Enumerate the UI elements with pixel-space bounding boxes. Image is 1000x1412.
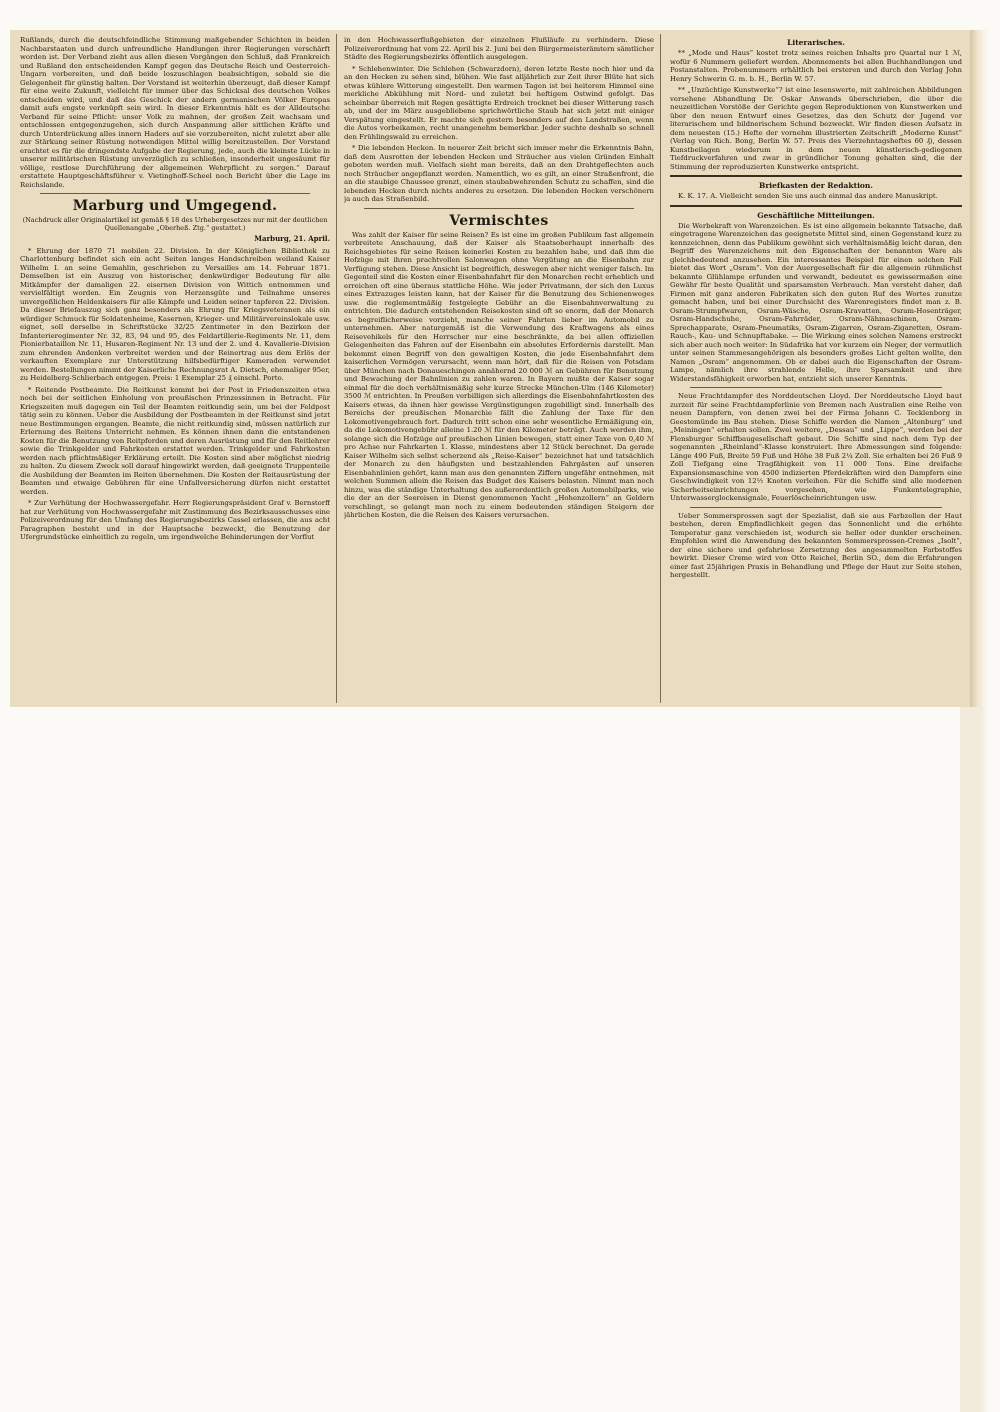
article-reitende-postbeamte: * Reitende Postbeamte. Die Reitkunst kommt bei der Post in Friedenszeiten etwa noch bei der seitlichen Einholung von preußischen Prinzessinnen in Betracht. Für Kriegszeiten muß dagegen ein Teil der Beamten reitkundig sein, um bei der Feldpost tätig sein zu können. Ueber die Ausbildung der Postbeamten in der Reitkunst sind jetzt neue Bestimmungen ergangen. Beamte, die nicht reitkundig sind, müssen natürlich zur Erlernung des Reitens Unterricht nehmen. Es können ihnen dann die entstandenen Kosten für die Benutzung von Reitpferden und deren Ausrüstung und für den Reitlehrer sowie die Trinkgelder und Fahrkosten erstattet werden. Trinkgelder und Fahrkosten werden nach pflichtmäßiger Erklärung erteilt. Die Kosten sind aber möglichst niedrig zu halten. Zu diesem Zweck soll darauf hingewirkt werden, daß geeignete Truppenteile die Ausbildung der Beamten im Reiten übernehmen. Die Kosten der Reitausrüstung der Beamten und etwaige Gebühren für eine Unfallversicherung dürfen nicht erstattet werden. (20, 385, 330, 496)
section-heading-briefkasten: Briefkasten der Redaktion. (759, 181, 873, 190)
column-right (670, 36, 962, 583)
article-unzuechtige-kunstwerke: ** „Unzüchtige Kunstwerke“? ist eine lesenswerte, mit zahlreichen Abbildungen versehene Abhandlung Dr. Oskar Anwands überschrieben, die über die neuzeitlichen Vorstöße der Gerichte gegen Reproduktionen von Kunstwerken und über den neuen Entwurf eines Gesetzes, das den Schutz der Jugend vor literarischem und bildnerischem Schund bezweckt. Wir finden diesen Aufsatz in dem neuesten (15.) Hefte der vornehm illustrierten Zeitschrift „Moderne Kunst“ (Verlag von Rich. Bong, Berlin W. 57. Preis des Vierzehntagsheftes 60 ₰), dessen Kunstbeilagen wiederum in dem neuen künstlerisch-gediegenen Tiefdruckverfahren und zwar in gründlicher Tonung gehalten sind, die der Stimmung der reproduzierten Kunstwerke entspricht. (670, 86, 962, 171)
article-lebende-hecken: * Die lebenden Hecken. In neuerer Zeit bricht sich immer mehr die Erkenntnis Bahn, daß dem Ausrotten der lebenden Hecken und Sträucher aus vielen Gründen Einhalt geboten werden muß. Vielfach sieht man bereits, daß an den Drahtgeflechten auch noch Sträucher angepflanzt werden. Namentlich, wo es gilt, an einer Straßenfront, die an die staubige Chaussee grenzt, einen staubabwehrenden Schutz zu schaffen, sind die lebenden Hecken durch nichts anderes zu ersetzen. Die lebenden Hecken verschönern ja auch das Straßenbild. (344, 144, 654, 203)
article-ehrung-division: * Ehrung der 1870 71 mobilen 22. Division. In der Königlichen Bibliothek zu Charlottenburg befindet sich ein acht Seiten langes Handschreiben weiland Kaiser Wilhelm I. an seine Gemahlin, geschrieben zu Versailles am 14. Februar 1871. Demselben ist ein Auszug von historischer, denkwürdiger Bedeutung für alle Mitkämpfer der damaligen 22. eisernen Division von Wittich entnommen und vervielfältigt worden. Ein Zeugnis von Herzensgüte und Teilnahme unseres unvergeßlichen Heldenkaisers für alle Kämpfe und Leiden seiner tapferen 22. Division. Da dieser Briefauszug sich ganz besonders als Ehrung für Kriegsveteranen als ein würdiger Schmuck für Soldatenheime, Kasernen, Krieger- und Militärvereinslokale usw. eignet, soll derselbe in Schriftstücke 32/25 Zentimeter in den Bezirken der Infanterieregimenter Nr. 32, 83, 94 und 95, des Feldartillerie-Regiments Nr. 11, dem Pionierbataillon Nr. 11, Husaren-Regiment Nr. 13 und der 2. und 4. Kavallerie-Division zum ehrenden Andenken verbreitet werden und der Reinertrag aus dem Erlös der verkauften Exemplare zur Unterstützung hilfsbedürftiger Kameraden verwendet werden. Bestellungen nimmt der Kaiserliche Rechnungsrat A. Dietsch, ehemaliger 95er, zu Heidelberg-Schlierbach entgegen. Preis: 1 Exemplar 25 ₰ einschl. Porto. (20, 246, 330, 382)
column-rule (660, 34, 661, 703)
dateline: Marburg, 21. April. (254, 234, 330, 243)
newspaper-page (10, 30, 970, 707)
article-schlehenwinter: * Schlehenwinter. Die Schlehen (Schwarzdorn), deren letzte Reste noch hier und da an den Hecken zu sehen sind, blühen. Wie fast alljährlich zur Zeit ihrer Blüte hat sich etwas kühlere Witterung eingestellt. Den warmen Tagen ist bei heiterem Himmel eine merkliche Abkühlung mit Nord- und zuletzt bei heftigem Ostwind gefolgt. Das scheinbar überreich mit Regen gesättigte Erdreich trocknet bei dieser Witterung rasch ab, und der im März ausgebliebene sprichwörtliche Staub hat sich jetzt mit einiger Verspätung eingestellt. Er machte sich gestern besonders auf den Landstraßen, wenn die Autos vorbeikamen, recht unangenehm bemerkbar. Jeder suchte deshalb so schnell den Frühlingswald zu erreichen. (344, 64, 654, 141)
article-hochwassergefahr: * Zur Verhütung der Hochwassergefahr. Herr Regierungspräsident Graf v. Bernstorff hat zur Verhütung von Hochwassergefahr mit Zustimmung des Bezirksausschusses eine Polizeiverordnung für den Umfang des Regierungsbezirks Cassel erlassen, die aus acht Paragraphen besteht und in der Hauptsache bezweckt, die Benutzung der Ufergrundstücke einheitlich zu regeln, um irgendwelche Behinderungen der Vorflut (20, 499, 330, 541)
article-briefkasten: K. K. 17. A. Vielleicht senden Sie uns auch einmal das andere Manuskript. (678, 192, 938, 200)
section-heading-geschaeftliche: Geschäftliche Mitteilungen. (757, 210, 875, 220)
divider (690, 507, 942, 508)
article-continuation: Rußlands, durch die deutschfeindliche Stimmung maßgebender Schichten in beiden Nachbarstaaten und durch unfreundliche Handlungen ihrer Regierungen verschärft worden ist. Der Verband zieht aus allen diesen Vorgängen den Schluß, daß Frankreich und Rußland den entscheidenden Kampf gegen das Deutsche Reich und Oesterreich-Ungarn vorbereiten, und daß beide loszuschlagen beabsichtigen, sobald sie die Gelegenheit für günstig halten. Der Vorstand ist weiterhin überzeugt, daß dieser Kampf für eine weite Zukunft, vielleicht für immer über das Schicksal des deutschen Volkes entscheiden wird, und daß das Geschick der andern germanischen Völker Europas damit aufs engste verknüpft sein wird. In dieser Erkenntnis hält es der Alldeutsche Verband für seine Pflicht: unser Volk zu mahnen, der großen Zeit wachsam und entschlossen entgegenzugehen, sich durch Anspannung aller sittlichen Kräfte und durch Unterdrückung alles innern Haders auf sie vorzubereiten, nicht zuletzt aber alle zur Stärkung seiner Rüstung notwendigen Mittel willig bereitzustellen. Der Vorstand erachtet es für die dringendste Aufgabe der Regierung, jede, auch die kleinste Lücke in unserer militärischen Rüstung unverzüglich zu schließen, insonderheit ungesäumt für völlige, restlose Durchführung der allgemeinen Wehrpflicht zu sorgen.“ Darauf erstattete Hauptgeschäftsführer v. Vietinghoff-Scheel noch Bericht über die Lage im Reichslande. (20, 36, 330, 189)
section-heading-marburg: Marburg und Umgegend. (72, 198, 278, 214)
article-kaiser-reisen: Was zahlt der Kaiser für seine Reisen? Es ist eine im großen Publikum fast allgemein verbreitete Anschauung, daß der Kaiser als Staatsoberhaupt innerhalb des Reichsgebietes für seine Reisen keinerlei Kosten zu bezahlen habe, und daß ihm die Hofzüge mit ihren prachtvollen Salonwagen ohne Vergütung an die Eisenbahn zur Verfügung stehen. Diese Ansicht ist begreiflich, deswegen aber nicht weniger falsch. Im Gegenteil sind die Kosten einer Eisenbahnfahrt für den Monarchen recht erheblich und erreichen oft eine überaus stattliche Höhe. Wie jeder Privatmann, der sich den Luxus eines Extrazuges leisten kann, hat der Kaiser für die Benutzung des Schienenweges usw. die reglementmäßig festgelegte Gebühr an die Eisenbahnverwaltung zu entrichten. Die dadurch entstehenden Reisekosten sind oft so enorm, daß der Monarch es begreiflicherweise vorzieht, manche seiner Fahrten lieber im Automobil zu unternehmen. Aber naturgemäß ist die Verwendung des Kraftwagens als eines Reisevehikels für den Herrscher nur eine beschränkte, da bei allen offiziellen Gelegenheiten das Fahren auf der Eisenbahn ein absolutes Erfordernis darstellt. Man bekommt einen Begriff von den gewaltigen Kosten, die jede Eisenbahnfahrt dem kaiserlichen Vermögen verursacht, wenn man hört, daß für die Reisen von Potsdam über München nach Donaueschingen annähernd 20 000 ℳ an Gebühren für Benutzung und Bewachung der Bahnlinien zu zahlen waren. In Bayern mußte der Kaiser sogar einmal für die doch verhältnismäßig sehr kurze Strecke München-Ulm (146 Kilometer) 3500 ℳ entrichten. In Preußen verbilligen sich allerdings die Eisenbahnfahrtkosten des Kaisers etwas, da ihnen hier gewisse Vergünstigungen zugebilligt sind. Innerhalb des Bereichs der preußischen Monarchie fällt die Zahlung der Taxe für den Lokomotivengebrauch fort. Dadurch tritt schon eine sehr wesentliche Ermäßigung ein, da die Lokomotivengebühr alleine 1.20 ℳ für den Kilometer beträgt. Auch werden ihm, solange sich die Hofzüge auf preußischen Linien bewegen, statt einer Taxe von 0,40 ℳ pro Achse nur Fahrkarten 1. Klasse, mindestens aber 12 Stück berechnet. Da gerade Kaiser Wilhelm sich selbst scherzend als „Reise-Kaiser“ bezeichnet hat und tatsächlich der Monarch zu den häufigsten und bestzahlenden Fahrgästen auf unseren Eisenbahnlinien gehört, kann man aus den genannten Ziffern ungefähr entnehmen, mit welchen Summen allein die Reisen das Budget des Kaisers belasten. Nimmt man noch hinzu, was die ständige Unterhaltung des außerordentlich großen Automobilparks, wie die der an der Seereisen in Dienst genommenen Yacht „Hohenzollern“ an Geldern verschlingt, so gelangt man noch zu einem bedeutenden ständigen Steigern der jährlichen Kosten, die die Reisen des Kaisers verursachen. (344, 230, 654, 519)
divider (364, 208, 634, 209)
article-warenzeichen: Die Werbekraft von Warenzeichen. Es ist eine allgemein bekannte Tatsache, daß eingetragene Warenzeichen das geeignetste Mittel sind, einen Gegenstand kurz zu kennzeichnen, denn das Publikum gewöhnt sich verhältnismäßig leicht daran, den Begriff des Warenzeichens mit den Eigenschaften der benannten Ware als gleichbedeutend anzusehen. Ein interessantes Beispiel für einen solchen Fall bietet das Wort „Osram“. Von der Auergesellschaft für die allgemein rühmlichst bekannte Glühlampe erfunden und verwandt, bedeutet es gewissermaßen eine Gewähr für beste Qualität und sparsamsten Verbrauch. Man versteht daher, daß Firmen mit ganz anderen Fabrikaten sich den guten Ruf des Wortes zunutze gemacht haben, und bei einer Durchsicht des Warenregisters findet man z. B. Osram-Strumpfwaren, Osram-Wäsche, Osram-Kravatten, Osram-Hosenträger, Osram-Handschuhe, Osram-Fahrräder, Osram-Nähmaschinen, Osram-Sprechapparate, Osram-Pneumatiks, Osram-Zigarren, Osram-Zigaretten, Osram-Rauch-, Kau- und Schnupftabake. — Die Wirkung eines solchen Namens erstreckt sich aber auch noch weiter: In Südafrika hat vor kurzem ein Neger, der vermutlich unter seinen Stammesangehörigen als besonders großes Licht gelten wollte, den Namen „Osram“ angenommen. Ob er dabei auch die Eigenschaften der Osram-Lampe, nämlich ihre strahlende Helle, ihre Sparsamkeit und ihre Widerstandsfähigkeit erworben hat, entzieht sich unserer Kenntnis. (670, 221, 962, 383)
article-mode-und-haus: ** „Mode und Haus“ kostet trotz seines reichen Inhalts pro Quartal nur 1 ℳ, wofür 6 Nummern geliefert werden. Abonnements bei allen Buchhandlungen und Postanstalten. Probenummern erhältlich bei ersteren und durch den Verlag John Henry Schwerin G. m. b. H., Berlin W. 57. (670, 49, 962, 83)
column-middle (344, 36, 654, 523)
divider (670, 175, 962, 177)
article-frachtdampfer: Neue Frachtdampfer des Norddeutschen Lloyd. Der Norddeutsche Lloyd baut zurzeit für seine Frachtdampferlinie von Bremen nach Australien eine Reihe von neuen Dampfern, von denen zwei bei der Firma Johann C. Tecklenborg in Geestemünde im Bau stehen. Diese Schiffe werden die Namen „Altenburg“ und „Meiningen“ erhalten sollen. Zwei weitere, „Dessau“ und „Lippe“, werden bei der Flensburger Schiffbaugesellschaft gebaut. Die Schiffe sind nach dem Typ der sogenannten „Rheinland“-Klasse konstruiert. Ihre Abmessungen sind folgende: Länge 490 Fuß, Breite 59 Fuß und Höhe 38 Fuß 2¼ Zoll. Sie erhalten bei 26 Fuß 9 Zoll Tiefgang eine Tragfähigkeit von 11 000 Tons. Eine dreifache Expansionsmaschine von 4500 indizierten Pferdekräften wird den Dampfern eine Geschwindigkeit von 12½ Knoten verleihen. Für die Schiffe sind alle modernen Sicherheitseinrichtungen vorgesehen, wie Funkentelegraphie, Unterwasserglockensignale, Feuerlöscheinrichtungen usw. (670, 392, 962, 502)
column-left (20, 36, 330, 545)
article-continuation: in den Hochwasserflußgebieten der einzelnen Flußläufe zu verhindern. Diese Polizeiverordnung hat vom 22. April bis 2. Juni bei den Bürgermeisterämtern sämtlicher Städte des Regierungsbezirks öffentlich ausgelegen. (344, 36, 654, 61)
article-sommersprossen: Ueber Sommersprossen sagt der Spezialist, daß sie aus Farbzellen der Haut bestehen, deren Empfindlichkeit gegen das Sonnenlicht und die erhöhte Temperatur ganz verschieden ist, wodurch sie heller oder dunkler erscheinen. Empfohlen wird die Anwendung des bekannten Sommersprossen-Cremes „Isolt“, der eine sichere und gefahrlose Zersetzung des angesammelten Farbstoffes bewirkt. Dieser Creme wird von Otto Reichel, Berlin SO., dem die Erfahrungen einer fast 25jährigen Praxis in Behandlung und Pflege der Haut zur Seite stehen, hergestellt. (670, 511, 962, 579)
divider (670, 205, 962, 207)
page-fold (960, 707, 980, 1412)
section-heading-vermischtes: Vermischtes (449, 212, 549, 229)
divider (40, 193, 310, 194)
section-heading-literarisches: Literarisches. (787, 38, 845, 47)
column-rule (336, 34, 337, 703)
divider (690, 387, 942, 388)
copyright-note: (Nachdruck aller Originalartikel ist gemäß § 18 des Urhebergesetzes nur mit der deutlichen Quellenangabe „Oberheß. Ztg.“ gestattet.) (22, 216, 328, 232)
